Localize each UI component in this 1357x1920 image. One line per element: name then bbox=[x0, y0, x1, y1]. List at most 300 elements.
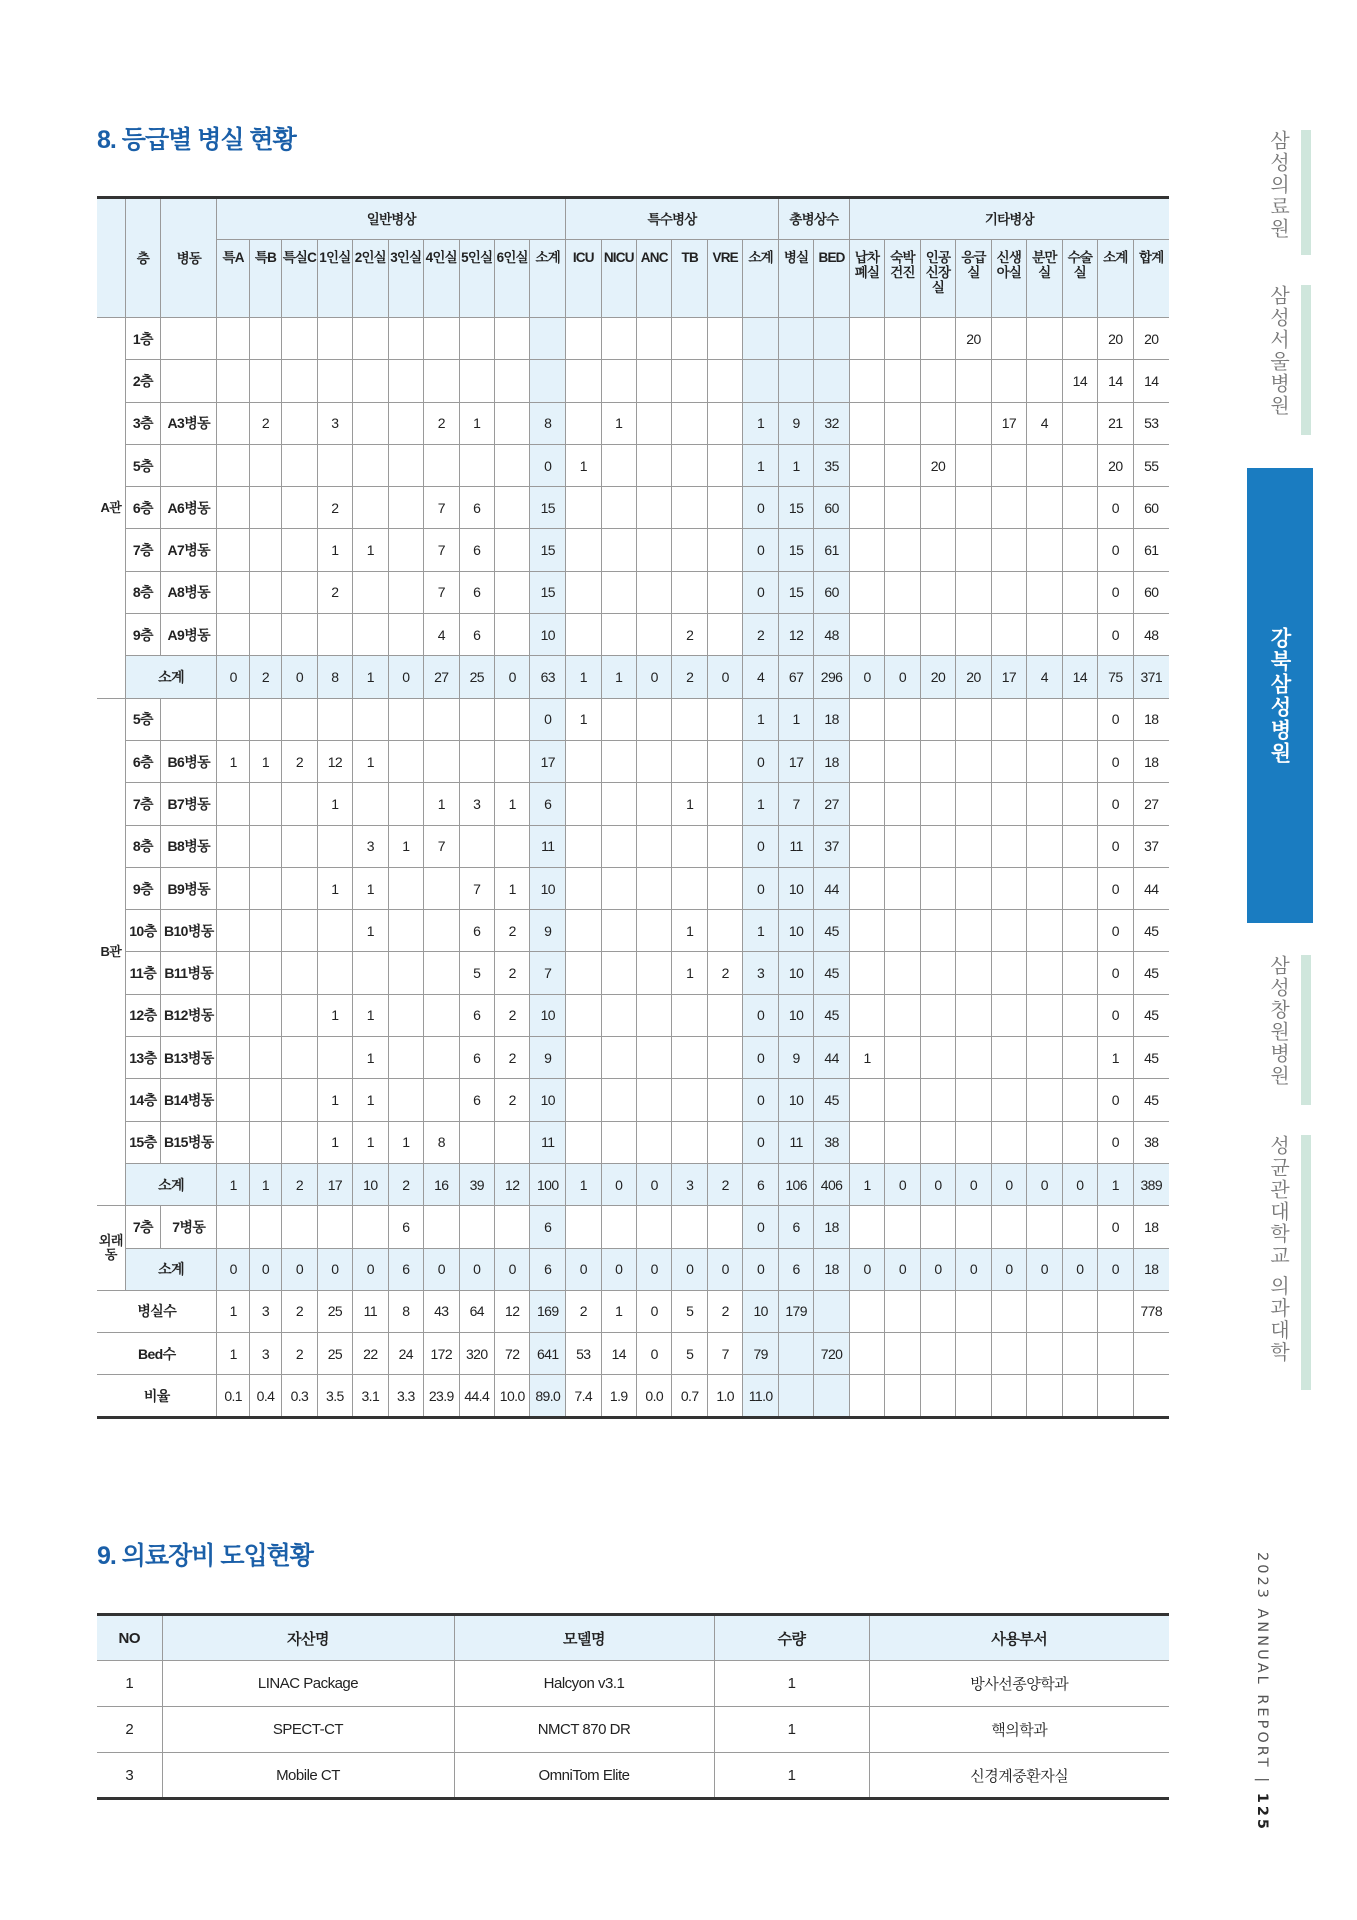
cell-ward: A6병동 bbox=[161, 487, 217, 529]
cell-value: 79 bbox=[743, 1333, 778, 1375]
cell-value: 4 bbox=[1027, 656, 1062, 698]
cell-value: 2 bbox=[494, 994, 529, 1036]
equipment-table bbox=[97, 1613, 1169, 1800]
cell-value: 44.4 bbox=[459, 1375, 494, 1417]
cell-value bbox=[459, 444, 494, 486]
table-row bbox=[97, 1037, 1169, 1079]
cell-value: 4 bbox=[743, 656, 778, 698]
cell-value bbox=[1027, 487, 1062, 529]
cell-value bbox=[1027, 783, 1062, 825]
cell-value: 10 bbox=[530, 1079, 566, 1121]
cell-value bbox=[317, 360, 352, 402]
cell-value: 0 bbox=[637, 1248, 672, 1290]
cell-value: 1 bbox=[353, 1121, 388, 1163]
cell-value bbox=[991, 444, 1026, 486]
side-tab-bar bbox=[1301, 1135, 1311, 1390]
side-tab-samsung-seoul-hospital[interactable] bbox=[1247, 285, 1311, 435]
cell-value: 23.9 bbox=[424, 1375, 459, 1417]
cell-value bbox=[317, 1037, 352, 1079]
cell-value: 7 bbox=[459, 867, 494, 909]
cell-value bbox=[249, 783, 281, 825]
cell-value bbox=[920, 318, 955, 360]
cell-value: 389 bbox=[1133, 1163, 1169, 1205]
cell-value bbox=[885, 1121, 920, 1163]
cell-ward bbox=[161, 318, 217, 360]
cell-value: 39 bbox=[459, 1163, 494, 1205]
cell-value bbox=[672, 698, 707, 740]
table-row bbox=[97, 952, 1169, 994]
subtotal-row bbox=[97, 1163, 1169, 1205]
cell-value bbox=[849, 402, 884, 444]
cell-value bbox=[743, 318, 778, 360]
cell-value bbox=[566, 825, 601, 867]
footer-row bbox=[97, 1333, 1169, 1375]
header-floor: 층 bbox=[125, 198, 160, 318]
cell-value bbox=[494, 360, 529, 402]
header-asset-name: 자산명 bbox=[162, 1615, 454, 1661]
cell-value: 1 bbox=[601, 656, 636, 698]
cell-value bbox=[1027, 1375, 1062, 1417]
cell-ward: 7병동 bbox=[161, 1206, 217, 1248]
cell-value bbox=[459, 360, 494, 402]
cell-value bbox=[707, 402, 742, 444]
cell-value bbox=[637, 444, 672, 486]
side-tab-samsung-changwon-hospital[interactable] bbox=[1247, 955, 1311, 1105]
side-tab-samsung-medical-center[interactable] bbox=[1247, 130, 1311, 255]
cell-value: 10 bbox=[743, 1290, 778, 1332]
cell-value: 9 bbox=[530, 910, 566, 952]
cell-value: 24 bbox=[388, 1333, 423, 1375]
cell-value: 7 bbox=[424, 529, 459, 571]
cell-value bbox=[282, 1121, 317, 1163]
cell-value bbox=[353, 1206, 388, 1248]
cell-value bbox=[778, 1333, 813, 1375]
cell-value: 2 bbox=[494, 910, 529, 952]
cell-value bbox=[249, 994, 281, 1036]
subtotal-label: 소계 bbox=[125, 1163, 217, 1205]
cell-value bbox=[991, 318, 1026, 360]
cell-value: 1 bbox=[353, 529, 388, 571]
cell-value bbox=[1062, 402, 1097, 444]
cell-value bbox=[601, 698, 636, 740]
cell-value: 2 bbox=[282, 1290, 317, 1332]
cell-ward: B8병동 bbox=[161, 825, 217, 867]
cell-value: 38 bbox=[1133, 1121, 1169, 1163]
cell-value bbox=[637, 318, 672, 360]
cell-value bbox=[637, 867, 672, 909]
cell-value bbox=[672, 571, 707, 613]
equipment-row bbox=[97, 1707, 1169, 1753]
cell-value: 8 bbox=[424, 1121, 459, 1163]
cell-value bbox=[353, 698, 388, 740]
cell-value bbox=[672, 318, 707, 360]
cell-value: 6 bbox=[459, 614, 494, 656]
cell-value bbox=[1062, 1037, 1097, 1079]
cell-value bbox=[956, 360, 991, 402]
cell-value bbox=[353, 444, 388, 486]
cell-value bbox=[217, 825, 249, 867]
cell-floor: 3층 bbox=[125, 402, 160, 444]
cell-value: 20 bbox=[920, 444, 955, 486]
cell-value: 0 bbox=[1098, 825, 1133, 867]
cell-value: 55 bbox=[1133, 444, 1169, 486]
cell-value bbox=[637, 614, 672, 656]
cell-value bbox=[991, 614, 1026, 656]
cell-value bbox=[282, 952, 317, 994]
cell-value bbox=[601, 487, 636, 529]
cell-value bbox=[1062, 1206, 1097, 1248]
cell-value bbox=[1062, 867, 1097, 909]
cell-value bbox=[530, 318, 566, 360]
cell-value bbox=[637, 360, 672, 402]
cell-value bbox=[1027, 1206, 1062, 1248]
cell-value bbox=[249, 1079, 281, 1121]
section-9-title: 9. 의료장비 도입현황 bbox=[97, 1542, 313, 1570]
cell-value: 1.9 bbox=[601, 1375, 636, 1417]
cell-value bbox=[956, 1079, 991, 1121]
cell-value: 1 bbox=[743, 444, 778, 486]
cell-value: 6 bbox=[388, 1248, 423, 1290]
cell-value bbox=[388, 698, 423, 740]
cell-value: 2 bbox=[494, 1037, 529, 1079]
cell-value bbox=[424, 360, 459, 402]
cell-value: 38 bbox=[814, 1121, 849, 1163]
cell-value bbox=[885, 1079, 920, 1121]
cell-value bbox=[707, 360, 742, 402]
header-general-beds: 일반병상 bbox=[217, 198, 566, 240]
cell-value bbox=[424, 1037, 459, 1079]
cell-value bbox=[885, 402, 920, 444]
header-quantity: 수량 bbox=[714, 1615, 869, 1661]
cell-value: 1 bbox=[388, 825, 423, 867]
cell-value: 0 bbox=[885, 656, 920, 698]
cell-value: 2 bbox=[566, 1290, 601, 1332]
cell-value bbox=[217, 1121, 249, 1163]
cell-value: 1 bbox=[317, 867, 352, 909]
cell-value: 45 bbox=[814, 994, 849, 1036]
cell-value: 1 bbox=[778, 698, 813, 740]
cell-value bbox=[217, 867, 249, 909]
cell-value: 45 bbox=[1133, 952, 1169, 994]
cell-value bbox=[956, 1290, 991, 1332]
cell-value bbox=[1062, 910, 1097, 952]
table-row bbox=[97, 529, 1169, 571]
cell-value bbox=[459, 740, 494, 782]
cell-value: 0 bbox=[424, 1248, 459, 1290]
cell-value: 1 bbox=[317, 529, 352, 571]
cell-value bbox=[249, 1121, 281, 1163]
cell-value: 15 bbox=[778, 571, 813, 613]
cell-value bbox=[217, 698, 249, 740]
cell-floor: 5층 bbox=[125, 698, 160, 740]
cell-value bbox=[956, 698, 991, 740]
cell-value bbox=[282, 360, 317, 402]
cell-value bbox=[849, 1290, 884, 1332]
cell-value: 20 bbox=[1098, 318, 1133, 360]
cell-value bbox=[849, 318, 884, 360]
cell-value: 1 bbox=[353, 867, 388, 909]
cell-value: 1 bbox=[494, 783, 529, 825]
cell-value bbox=[217, 444, 249, 486]
cell-value: 10 bbox=[778, 910, 813, 952]
cell-value bbox=[494, 487, 529, 529]
cell-value bbox=[991, 360, 1026, 402]
cell-value bbox=[885, 698, 920, 740]
cell-value: 20 bbox=[1098, 444, 1133, 486]
equipment-header-row bbox=[97, 1615, 1169, 1661]
header-col: 특B bbox=[249, 240, 281, 318]
cell-value bbox=[637, 740, 672, 782]
cell-value bbox=[388, 740, 423, 782]
cell-value: 1 bbox=[217, 1163, 249, 1205]
cell-value bbox=[388, 444, 423, 486]
side-tab-kangbuk-samsung-hospital[interactable] bbox=[1247, 468, 1313, 923]
cell-value: 0 bbox=[849, 656, 884, 698]
cell-value: 17 bbox=[991, 656, 1026, 698]
cell-value: 1 bbox=[566, 1163, 601, 1205]
building-outpatient-label: 외래동 bbox=[97, 1206, 125, 1291]
cell-value: 1.0 bbox=[707, 1375, 742, 1417]
cell-value: 0 bbox=[885, 1163, 920, 1205]
cell-value bbox=[885, 487, 920, 529]
table-row bbox=[97, 740, 1169, 782]
cell-value bbox=[217, 1079, 249, 1121]
cell-value: 2 bbox=[249, 656, 281, 698]
cell-value: 2 bbox=[424, 402, 459, 444]
cell-value: 60 bbox=[814, 487, 849, 529]
cell-value: 45 bbox=[1133, 994, 1169, 1036]
cell-value: 48 bbox=[814, 614, 849, 656]
cell-value bbox=[885, 318, 920, 360]
cell-value bbox=[424, 994, 459, 1036]
header-other-beds: 기타병상 bbox=[849, 198, 1169, 240]
cell-value: 0 bbox=[743, 994, 778, 1036]
cell-value bbox=[637, 1079, 672, 1121]
cell-value: 2 bbox=[707, 1163, 742, 1205]
subtotal-label: 소계 bbox=[125, 656, 217, 698]
cell-value: 1 bbox=[217, 1290, 249, 1332]
cell-value: 14 bbox=[1098, 360, 1133, 402]
cell-value bbox=[249, 571, 281, 613]
cell-value: 0 bbox=[1098, 698, 1133, 740]
cell-value: 0 bbox=[1098, 529, 1133, 571]
header-group-row bbox=[97, 198, 1169, 240]
cell-value bbox=[249, 910, 281, 952]
cell-value: 1 bbox=[249, 1163, 281, 1205]
cell-value bbox=[672, 444, 707, 486]
cell-ward: B11병동 bbox=[161, 952, 217, 994]
cell-value bbox=[707, 698, 742, 740]
cell-value bbox=[217, 318, 249, 360]
cell-value bbox=[494, 402, 529, 444]
cell-value bbox=[920, 698, 955, 740]
cell-value: 0 bbox=[494, 656, 529, 698]
cell-value bbox=[707, 867, 742, 909]
cell-value: 1 bbox=[601, 402, 636, 444]
header-model-name: 모델명 bbox=[454, 1615, 714, 1661]
cell-value: 0 bbox=[1098, 740, 1133, 782]
side-tab-skku-medicine[interactable] bbox=[1247, 1135, 1311, 1390]
cell-value: 0 bbox=[920, 1248, 955, 1290]
cell-value bbox=[388, 1079, 423, 1121]
cell-value: 406 bbox=[814, 1163, 849, 1205]
cell-value bbox=[459, 825, 494, 867]
cell-value bbox=[317, 614, 352, 656]
cell-value bbox=[707, 444, 742, 486]
cell-value: 18 bbox=[814, 698, 849, 740]
cell-value bbox=[424, 910, 459, 952]
cell-value bbox=[1027, 1037, 1062, 1079]
cell-value bbox=[1027, 1079, 1062, 1121]
cell-value: 0 bbox=[317, 1248, 352, 1290]
cell-value bbox=[282, 783, 317, 825]
cell-value: 179 bbox=[778, 1290, 813, 1332]
cell-value: 45 bbox=[1133, 910, 1169, 952]
cell-value bbox=[814, 360, 849, 402]
table-row bbox=[97, 614, 1169, 656]
cell-ward bbox=[161, 698, 217, 740]
cell-value: 1 bbox=[388, 1121, 423, 1163]
table-row bbox=[97, 783, 1169, 825]
cell-value: 9 bbox=[778, 402, 813, 444]
cell-value: 1 bbox=[424, 783, 459, 825]
cell-value: 35 bbox=[814, 444, 849, 486]
cell-value bbox=[778, 318, 813, 360]
cell-value bbox=[1027, 1121, 1062, 1163]
cell-ward: B9병동 bbox=[161, 867, 217, 909]
cell-value: 7 bbox=[530, 952, 566, 994]
cell-value bbox=[217, 614, 249, 656]
cell-value: 1 bbox=[317, 1079, 352, 1121]
header-special-beds: 특수병상 bbox=[566, 198, 779, 240]
cell-value bbox=[991, 571, 1026, 613]
cell-value: 296 bbox=[814, 656, 849, 698]
cell-value: 106 bbox=[778, 1163, 813, 1205]
cell-value: 37 bbox=[1133, 825, 1169, 867]
cell-value: 0 bbox=[459, 1248, 494, 1290]
cell-value: 10 bbox=[530, 867, 566, 909]
cell-value: 2 bbox=[494, 952, 529, 994]
cell-value bbox=[707, 614, 742, 656]
cell-value bbox=[1062, 698, 1097, 740]
cell-value: 12 bbox=[778, 614, 813, 656]
cell-value bbox=[672, 529, 707, 571]
table-row bbox=[97, 402, 1169, 444]
building-b-label: B관 bbox=[97, 698, 125, 1206]
cell-value bbox=[814, 1290, 849, 1332]
cell-value bbox=[282, 1206, 317, 1248]
cell-value: 0 bbox=[637, 1163, 672, 1205]
cell-value bbox=[920, 994, 955, 1036]
cell-value: 17 bbox=[317, 1163, 352, 1205]
cell-value bbox=[249, 825, 281, 867]
cell-value bbox=[956, 1037, 991, 1079]
cell-value: 0 bbox=[991, 1163, 1026, 1205]
cell-value bbox=[956, 910, 991, 952]
cell-value bbox=[885, 1333, 920, 1375]
cell-value bbox=[956, 444, 991, 486]
cell-value bbox=[956, 867, 991, 909]
cell-value: 25 bbox=[317, 1290, 352, 1332]
cell-value: 1 bbox=[353, 1037, 388, 1079]
cell-value: 0 bbox=[743, 1121, 778, 1163]
cell-no: 2 bbox=[97, 1707, 162, 1753]
cell-value bbox=[885, 571, 920, 613]
cell-value: 1 bbox=[672, 783, 707, 825]
cell-value bbox=[956, 1206, 991, 1248]
cell-value bbox=[601, 952, 636, 994]
cell-value: 1 bbox=[849, 1037, 884, 1079]
cell-value bbox=[707, 910, 742, 952]
cell-value bbox=[601, 994, 636, 1036]
cell-value bbox=[849, 1333, 884, 1375]
cell-value: 2 bbox=[707, 1290, 742, 1332]
table-row bbox=[97, 910, 1169, 952]
cell-value bbox=[1062, 571, 1097, 613]
cell-ward: B10병동 bbox=[161, 910, 217, 952]
cell-value bbox=[849, 825, 884, 867]
cell-value: 6 bbox=[459, 994, 494, 1036]
report-footer bbox=[1240, 1552, 1270, 1832]
cell-value: 2 bbox=[494, 1079, 529, 1121]
footer-row bbox=[97, 1290, 1169, 1332]
side-tab-bar bbox=[1301, 130, 1311, 255]
bed-status-table bbox=[97, 196, 1169, 1419]
cell-value bbox=[1062, 529, 1097, 571]
cell-value: 16 bbox=[424, 1163, 459, 1205]
cell-no: 1 bbox=[97, 1661, 162, 1707]
cell-value: 6 bbox=[459, 487, 494, 529]
header-col: 납차폐실 bbox=[849, 240, 884, 318]
cell-value bbox=[566, 994, 601, 1036]
cell-value bbox=[885, 1375, 920, 1417]
cell-value: 7 bbox=[707, 1333, 742, 1375]
cell-value bbox=[601, 318, 636, 360]
cell-value: 25 bbox=[459, 656, 494, 698]
cell-ward: A9병동 bbox=[161, 614, 217, 656]
cell-value: 1 bbox=[566, 656, 601, 698]
cell-value: 0 bbox=[637, 1333, 672, 1375]
cell-value: 15 bbox=[530, 487, 566, 529]
cell-value: 10 bbox=[778, 994, 813, 1036]
cell-ward bbox=[161, 360, 217, 402]
cell-value bbox=[637, 698, 672, 740]
cell-value bbox=[566, 360, 601, 402]
cell-value: 1 bbox=[849, 1163, 884, 1205]
cell-value: 15 bbox=[530, 571, 566, 613]
cell-value bbox=[637, 952, 672, 994]
header-col: 1인실 bbox=[317, 240, 352, 318]
cell-value bbox=[920, 740, 955, 782]
cell-value bbox=[317, 1206, 352, 1248]
cell-value: 1 bbox=[249, 740, 281, 782]
cell-value bbox=[885, 867, 920, 909]
cell-value bbox=[637, 910, 672, 952]
cell-value: 37 bbox=[814, 825, 849, 867]
cell-value: 60 bbox=[814, 571, 849, 613]
cell-value bbox=[1027, 825, 1062, 867]
cell-value bbox=[743, 360, 778, 402]
cell-value bbox=[956, 529, 991, 571]
cell-value: 0 bbox=[707, 1248, 742, 1290]
cell-ward bbox=[161, 444, 217, 486]
cell-value bbox=[849, 740, 884, 782]
cell-value bbox=[601, 783, 636, 825]
cell-value: 2 bbox=[282, 740, 317, 782]
cell-value bbox=[282, 402, 317, 444]
cell-value: 1 bbox=[317, 1121, 352, 1163]
cell-value bbox=[920, 952, 955, 994]
